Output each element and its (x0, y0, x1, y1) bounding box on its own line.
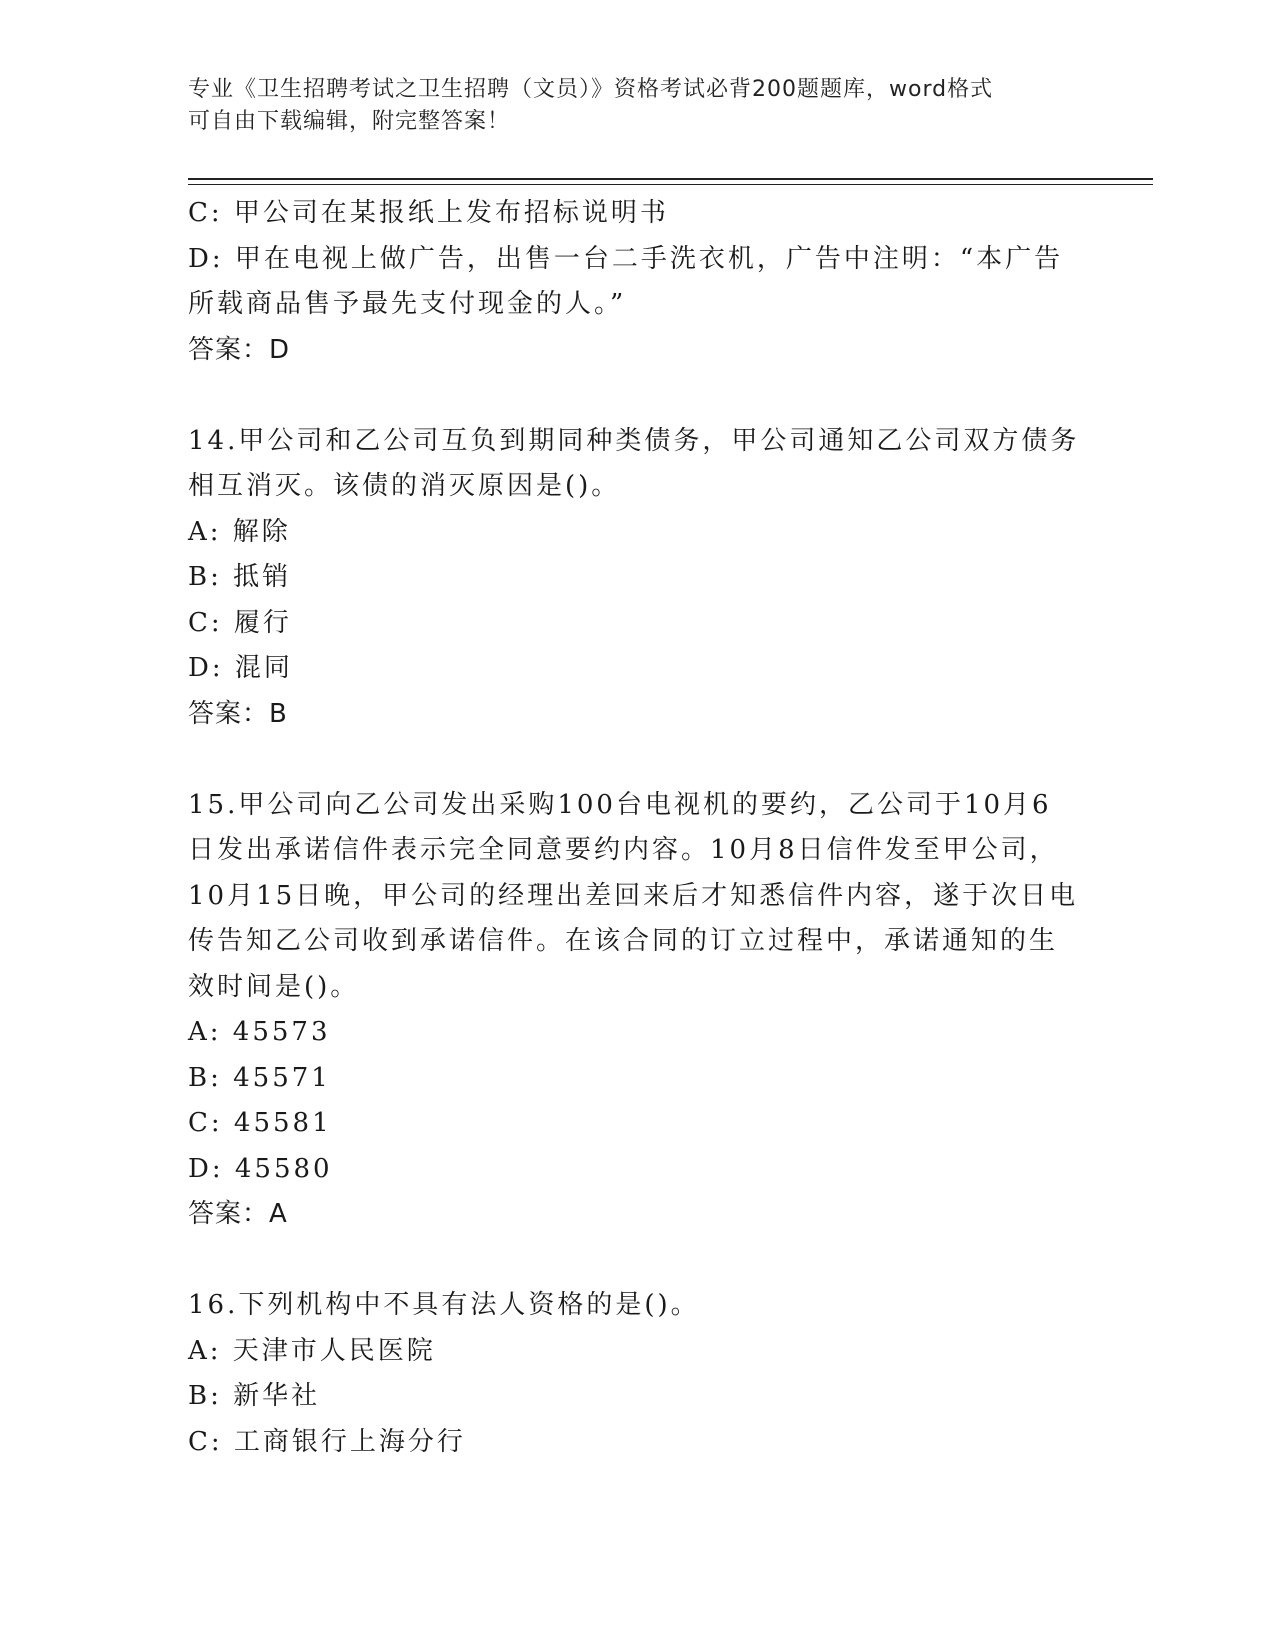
prev-option-d-line2: 所载商品售予最先支付现金的人。” (188, 289, 627, 319)
prev-option-d-line1: D: 甲在电视上做广告，出售一台二手洗衣机，广告中注明：“本广告 (188, 243, 1064, 274)
header-line-2: 可自由下载编辑，附完整答案！ (188, 109, 511, 134)
q14-stem-line2: 相互消灭。该债的消灭原因是()。 (188, 471, 621, 501)
q15-option-a: A: 45573 (188, 1017, 331, 1047)
q16-option-c: C: 工商银行上海分行 (188, 1426, 466, 1457)
q15-stem-line1: 15.甲公司向乙公司发出采购100台电视机的要约，乙公司于10月6 (188, 789, 1052, 820)
q15-stem-line3: 10月15日晚，甲公司的经理出差回来后才知悉信件内容，遂于次日电 (188, 880, 1079, 911)
q15-answer: 答案：A (188, 1199, 288, 1229)
header-rule-thick (188, 178, 1153, 180)
q14-option-c: C: 履行 (188, 607, 292, 638)
q16-option-b: B: 新华社 (188, 1381, 321, 1411)
q15-option-b: B: 45571 (188, 1062, 331, 1093)
question-list (188, 191, 1088, 1465)
q14-answer: 答案：B (188, 698, 288, 729)
spacer (188, 373, 1088, 419)
spacer (188, 1238, 1088, 1284)
header-rule-thin (188, 184, 1153, 185)
q14-stem-line1: 14.甲公司和乙公司互负到期同种类债务，甲公司通知乙公司双方债务 (188, 425, 1080, 456)
q15-stem-line2: 日发出承诺信件表示完全同意要约内容。10月8日信件发至甲公司， (188, 835, 1059, 865)
prev-option-c: C: 甲公司在某报纸上发布招标说明书 (188, 198, 669, 228)
q16-option-a: A: 天津市人民医院 (188, 1335, 436, 1366)
spacer (188, 737, 1088, 783)
q15-option-d: D: 45580 (188, 1153, 333, 1184)
q16-stem-line1: 16.下列机构中不具有法人资格的是()。 (188, 1290, 700, 1320)
prev-answer: 答案：D (188, 334, 291, 365)
header-line-1: 专业《卫生招聘考试之卫生招聘（文员）》资格考试必背200题题库，word格式 (188, 77, 994, 102)
q14-option-d: D: 混同 (188, 653, 293, 683)
document-header (188, 74, 1088, 138)
q15-stem-line5: 效时间是()。 (188, 971, 360, 1002)
q14-option-a: A: 解除 (188, 516, 291, 547)
q14-option-b: B: 抵销 (188, 562, 292, 592)
q15-stem-line4: 传告知乙公司收到承诺信件。在该合同的订立过程中，承诺通知的生 (188, 926, 1059, 956)
q15-option-c: C: 45581 (188, 1108, 332, 1138)
